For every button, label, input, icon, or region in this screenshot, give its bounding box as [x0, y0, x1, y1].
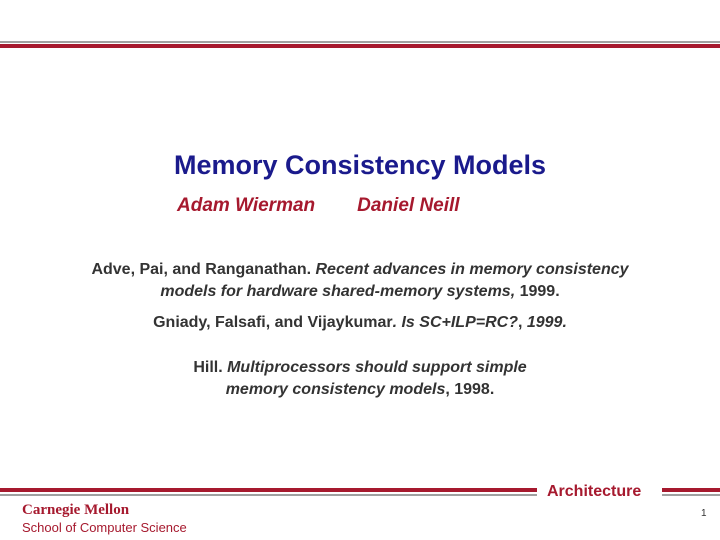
reference-adve: [0, 259, 720, 303]
reference-text: Adve, Pai, and Ranganathan.: [91, 261, 316, 278]
reference-title: memory consistency models: [225, 381, 446, 398]
page-number: 1: [701, 508, 707, 519]
school-name: School of Computer Science: [22, 520, 187, 535]
reference-title: . Is SC+ILP=RC?: [392, 314, 518, 331]
reference-line: [0, 281, 720, 303]
footer-rule-gray-right: [662, 494, 720, 496]
section-label: Architecture: [547, 483, 642, 500]
slide-title: Memory Consistency Models: [173, 150, 547, 180]
institution-logo-text: Carnegie Mellon: [22, 502, 130, 518]
reference-line: [0, 259, 720, 281]
reference-gniady: [0, 312, 720, 334]
reference-title: Recent advances in memory consistency: [315, 261, 629, 278]
reference-title: Multiprocessors should support simple: [227, 359, 527, 376]
reference-year: 1999.: [526, 314, 567, 331]
author-name: Adam Wierman: [177, 195, 316, 216]
reference-title: models for hardware shared-memory systems,: [160, 283, 516, 300]
reference-text: , 1998.: [445, 381, 495, 398]
reference-line: [0, 312, 720, 334]
reference-text: Gniady, Falsafi, and Vijaykumar: [153, 314, 393, 331]
header-rule-gray: [0, 41, 720, 43]
reference-text: Hill.: [193, 359, 228, 376]
reference-line: [0, 357, 720, 379]
reference-hill: [0, 357, 720, 401]
footer-rule-red-left: [0, 488, 537, 492]
reference-line: [0, 379, 720, 401]
footer-rule-red-right: [662, 488, 720, 492]
author-name: Daniel Neill: [357, 195, 460, 216]
header-rule-red: [0, 44, 720, 48]
footer-rule-gray-left: [0, 494, 537, 496]
authors-line: [177, 195, 502, 217]
reference-text: 1999.: [515, 283, 560, 300]
reference-text: ,: [517, 314, 527, 331]
